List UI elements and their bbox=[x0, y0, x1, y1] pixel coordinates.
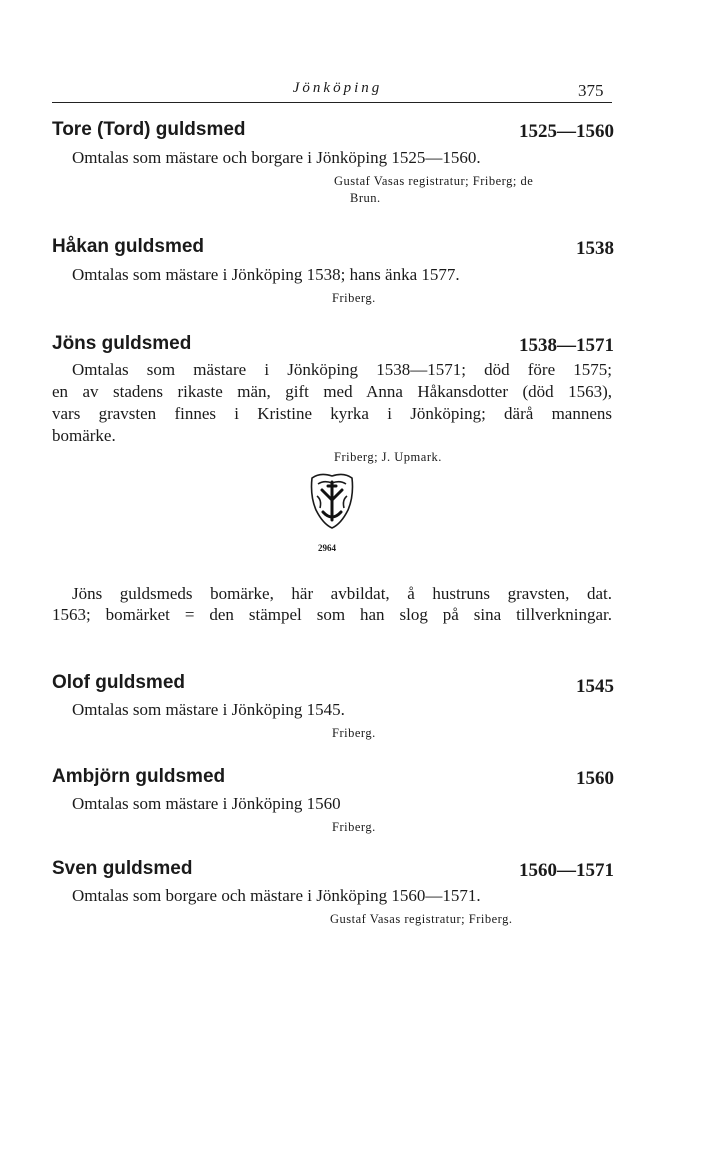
house-mark-icon bbox=[308, 470, 356, 532]
entry-source-tore-1: Gustaf Vasas registratur; Friberg; de bbox=[334, 174, 534, 188]
entry-years-jons: 1538—1571 bbox=[519, 335, 614, 356]
entry-text-hakan: Omtalas som mästare i Jönköping 1538; hans änka 1577. bbox=[72, 265, 460, 284]
entry-text-jons-line2: en av stadens rikaste män, gift med Anna Håkansdotter (död 1563), bbox=[52, 382, 612, 401]
entry-name-jons: Jöns guldsmed bbox=[52, 333, 192, 354]
entry-source-sven: Gustaf Vasas registratur; Friberg. bbox=[330, 912, 513, 926]
entry-text-jons-line4: bomärke. bbox=[52, 426, 116, 445]
entry-years-sven: 1560—1571 bbox=[519, 860, 614, 881]
entry-text-jons-line3: vars gravsten finnes i Kristine kyrka i Jönköping; därå mannens bbox=[52, 404, 612, 423]
entry-source-jons: Friberg; J. Upmark. bbox=[334, 450, 442, 464]
entry-name-olof: Olof guldsmed bbox=[52, 672, 185, 693]
page-number: 375 bbox=[578, 81, 604, 100]
entry-years-ambjorn: 1560 bbox=[576, 768, 614, 789]
entry-source-ambjorn: Friberg. bbox=[332, 820, 376, 834]
entry-name-hakan: Håkan guldsmed bbox=[52, 236, 205, 257]
entry-name-sven: Sven guldsmed bbox=[52, 858, 193, 879]
figure-caption-line1: Jöns guldsmeds bomärke, här avbildat, å hustruns gravsten, dat. bbox=[72, 584, 612, 603]
entry-text-sven: Omtalas som borgare och mästare i Jönköping 1560—1571. bbox=[72, 886, 481, 905]
entry-source-hakan: Friberg. bbox=[332, 291, 376, 305]
entry-text-jons-line1: Omtalas som mästare i Jönköping 1538—1571; död före 1575; bbox=[72, 360, 612, 379]
entry-name-tore: Tore (Tord) guldsmed bbox=[52, 119, 246, 140]
figure-number: 2964 bbox=[318, 543, 336, 553]
entry-years-olof: 1545 bbox=[576, 676, 614, 697]
entry-source-tore-2: Brun. bbox=[350, 191, 381, 205]
entry-name-ambjorn: Ambjörn guldsmed bbox=[52, 766, 226, 787]
entry-source-olof: Friberg. bbox=[332, 726, 376, 740]
entry-text-olof: Omtalas som mästare i Jönköping 1545. bbox=[72, 700, 345, 719]
entry-text-ambjorn: Omtalas som mästare i Jönköping 1560 bbox=[72, 794, 341, 813]
entry-years-hakan: 1538 bbox=[576, 238, 614, 259]
house-mark-figure bbox=[308, 470, 356, 532]
header-rule bbox=[52, 102, 612, 103]
figure-caption-line2: 1563; bomärket = den stämpel som han slog på sina tillverkningar. bbox=[52, 605, 612, 624]
running-header-title: Jönköping bbox=[292, 80, 383, 96]
entry-text-tore: Omtalas som mästare och borgare i Jönköping 1525—1560. bbox=[72, 148, 481, 167]
entry-years-tore: 1525—1560 bbox=[519, 121, 614, 142]
